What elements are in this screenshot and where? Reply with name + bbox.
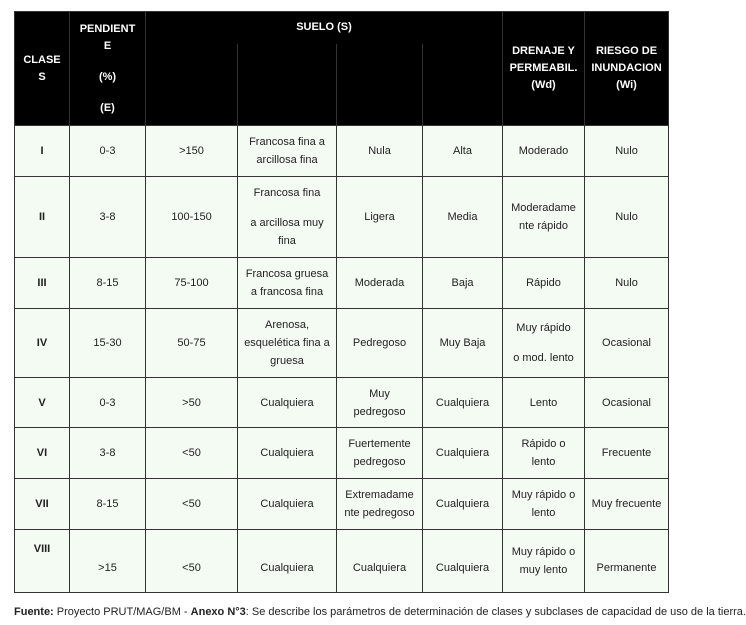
cell-riesgo: Nulo xyxy=(585,258,669,309)
cell-riesgo: Frecuente xyxy=(585,428,669,479)
cell-drenaje: Muy rápido o muy lento xyxy=(503,530,585,593)
fuente-label: Fuente: xyxy=(14,606,54,618)
cell-pendiente: 8-15 xyxy=(70,258,146,309)
cell-clase: II xyxy=(15,177,70,258)
cell-pendiente: >15 xyxy=(70,530,146,593)
cell-profundidad: <50 xyxy=(146,530,238,593)
table-row xyxy=(15,479,669,530)
header-riesgo: RIESGO DE INUNDACION (Wi) xyxy=(585,12,669,126)
cell-profundidad: >50 xyxy=(146,378,238,428)
cell-textura: Francosa fina a arcillosa muy fina xyxy=(238,177,337,258)
header-suelo-sub-2 xyxy=(238,44,337,126)
header-suelo-sub-4 xyxy=(423,44,503,126)
header-suelo-sub-1 xyxy=(146,44,238,126)
cell-fertilidad: Alta xyxy=(423,126,503,177)
cell-textura: Cualquiera xyxy=(238,479,337,530)
cell-drenaje: Rápido xyxy=(503,258,585,309)
table-row xyxy=(15,378,669,428)
cell-pendiente: 8-15 xyxy=(70,479,146,530)
header-pendiente: PENDIENT E (%) (E) xyxy=(70,12,146,126)
header-suelo-sub-3 xyxy=(337,44,423,126)
cell-riesgo: Muy frecuente xyxy=(585,479,669,530)
cell-clase: VIII xyxy=(15,530,70,593)
table-row xyxy=(15,428,669,479)
cell-pedregosidad: Nula xyxy=(337,126,423,177)
cell-clase: VI xyxy=(15,428,70,479)
cell-profundidad: <50 xyxy=(146,428,238,479)
cell-textura: Arenosa, esquelética fina a gruesa xyxy=(238,309,337,378)
cell-pedregosidad: Cualquiera xyxy=(337,530,423,593)
cell-fertilidad: Cualquiera xyxy=(423,428,503,479)
cell-clase: VII xyxy=(15,479,70,530)
cell-pendiente: 3-8 xyxy=(70,428,146,479)
cell-pedregosidad: Moderada xyxy=(337,258,423,309)
land-capability-table xyxy=(14,11,669,593)
table-source-note xyxy=(14,605,746,625)
cell-drenaje: Moderado xyxy=(503,126,585,177)
cell-drenaje: Moderadame nte rápido xyxy=(503,177,585,258)
cell-textura: Francosa fina a arcillosa fina xyxy=(238,126,337,177)
cell-riesgo: Ocasional xyxy=(585,309,669,378)
cell-drenaje: Rápido o lento xyxy=(503,428,585,479)
cell-profundidad: <50 xyxy=(146,479,238,530)
header-row xyxy=(15,12,669,44)
cell-pedregosidad: Extremadame nte pedregoso xyxy=(337,479,423,530)
cell-pedregosidad: Pedregoso xyxy=(337,309,423,378)
header-drenaje: DRENAJE Y PERMEABIL. (Wd) xyxy=(503,12,585,126)
cell-pedregosidad: Fuertemente pedregoso xyxy=(337,428,423,479)
header-suelo: SUELO (S) xyxy=(146,12,503,44)
table-row xyxy=(15,258,669,309)
cell-profundidad: 100-150 xyxy=(146,177,238,258)
cell-profundidad: 50-75 xyxy=(146,309,238,378)
cell-fertilidad: Cualquiera xyxy=(423,530,503,593)
cell-pendiente: 15-30 xyxy=(70,309,146,378)
cell-textura: Francosa gruesa a francosa fina xyxy=(238,258,337,309)
cell-pedregosidad: Ligera xyxy=(337,177,423,258)
cell-drenaje: Muy rápido o lento xyxy=(503,479,585,530)
cell-pendiente: 0-3 xyxy=(70,126,146,177)
anexo-label: Anexo N°3 xyxy=(190,606,246,618)
cell-profundidad: >150 xyxy=(146,126,238,177)
table-row xyxy=(15,126,669,177)
cell-clase: IV xyxy=(15,309,70,378)
cell-fertilidad: Cualquiera xyxy=(423,479,503,530)
cell-riesgo: Permanente xyxy=(585,530,669,593)
table-row xyxy=(15,530,669,593)
cell-drenaje: Lento xyxy=(503,378,585,428)
cell-clase: I xyxy=(15,126,70,177)
header-clases: CLASE S xyxy=(15,12,70,126)
cell-fertilidad: Media xyxy=(423,177,503,258)
cell-profundidad: 75-100 xyxy=(146,258,238,309)
cell-riesgo: Nulo xyxy=(585,126,669,177)
table-row xyxy=(15,309,669,378)
cell-pendiente: 0-3 xyxy=(70,378,146,428)
cell-clase: III xyxy=(15,258,70,309)
cell-fertilidad: Baja xyxy=(423,258,503,309)
cell-textura: Cualquiera xyxy=(238,378,337,428)
cell-riesgo: Nulo xyxy=(585,177,669,258)
cell-drenaje: Muy rápido o mod. lento xyxy=(503,309,585,378)
cell-riesgo: Ocasional xyxy=(585,378,669,428)
cell-clase: V xyxy=(15,378,70,428)
cell-textura: Cualquiera xyxy=(238,428,337,479)
cell-textura: Cualquiera xyxy=(238,530,337,593)
anexo-text: : Se describe los parámetros de determinación de clases y subclases de capacidad de uso de la tierra. xyxy=(245,606,746,618)
cell-fertilidad: Cualquiera xyxy=(423,378,503,428)
table-row xyxy=(15,177,669,258)
cell-fertilidad: Muy Baja xyxy=(423,309,503,378)
cell-pedregosidad: Muy pedregoso xyxy=(337,378,423,428)
cell-pendiente: 3-8 xyxy=(70,177,146,258)
fuente-text: Proyecto PRUT/MAG/BM - xyxy=(53,606,191,618)
